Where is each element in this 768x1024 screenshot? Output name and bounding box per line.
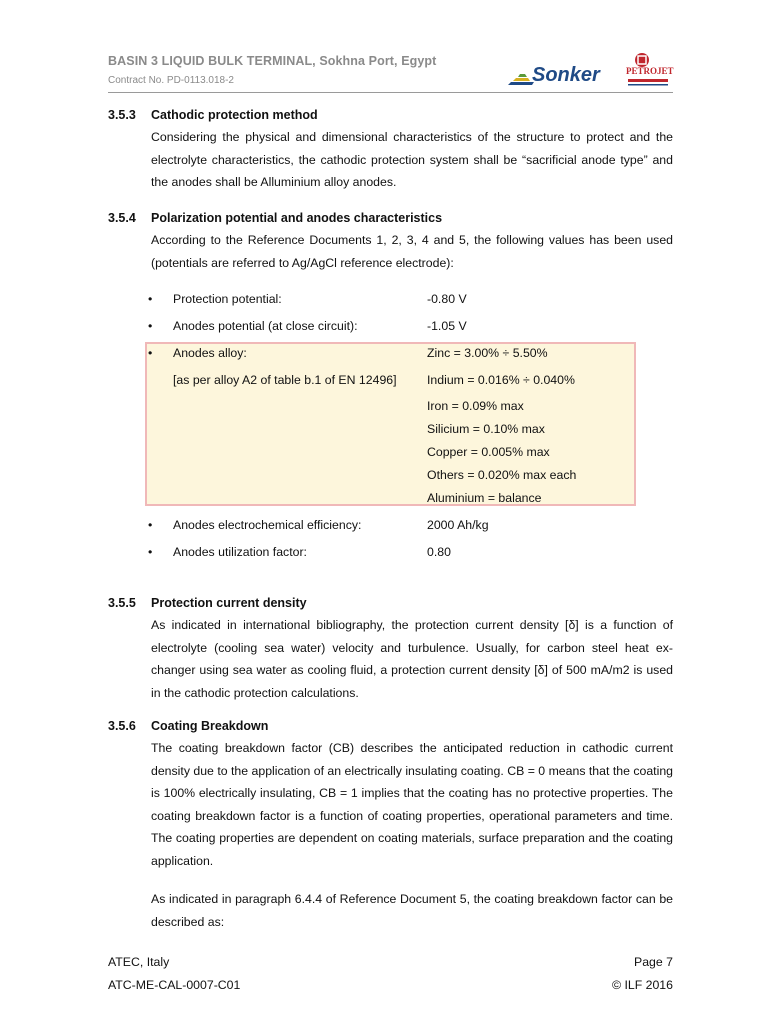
section-paragraph: According to the Reference Documents 1, 2, 3, 4 and 5, the following values has been used (potentials are referred to Ag/AgCl reference electrode):	[151, 233, 673, 270]
bullet-icon: •	[148, 319, 153, 333]
list-item	[108, 346, 673, 366]
alloy-row	[108, 422, 673, 442]
petrojet-logo	[622, 52, 674, 88]
alloy-value: Silicium = 0.10% max	[427, 422, 545, 436]
section-number: 3.5.3	[108, 108, 136, 122]
list-item	[108, 518, 673, 538]
section-heading	[108, 108, 673, 126]
document-code: ATC-ME-CAL-0007-C01	[108, 978, 241, 992]
section-paragraph: The coating breakdown factor (CB) describes the anticipated reduction in cathodic current density due to the application of an electrically insulating coating. CB = 0 means that the coating is 100% electrically insulating, CB = 1 implies that the coating has no protective properties. The coating breakdown factor is a function of coating properties, operational parameters and time. The coating properties are dependent on coating materials, surface preparation and the coating application.	[151, 741, 673, 868]
alloy-value: Others = 0.020% max each	[427, 468, 577, 482]
section-title: Coating Breakdown	[151, 719, 269, 733]
alloy-row	[108, 491, 673, 511]
alloy-row	[108, 445, 673, 465]
alloy-value: Indium = 0.016% ÷ 0.040%	[427, 373, 575, 387]
section-heading	[108, 719, 673, 737]
bullet-icon: •	[148, 346, 153, 360]
section-number: 3.5.5	[108, 596, 136, 610]
item-label: Anodes potential (at close circuit):	[173, 319, 358, 333]
section-heading	[108, 211, 673, 229]
section-number: 3.5.6	[108, 719, 136, 733]
header-contract-number: Contract No. PD-0113.018-2	[108, 75, 234, 86]
alloy-standard-note: [as per alloy A2 of table b.1 of EN 12496]	[173, 373, 397, 387]
sonker-logo	[508, 64, 628, 88]
section-heading	[108, 596, 673, 614]
page-header	[108, 50, 673, 93]
footer-company: ATEC, Italy	[108, 955, 170, 969]
bullet-icon: •	[148, 292, 153, 306]
item-value: Zinc = 3.00% ÷ 5.50%	[427, 346, 548, 360]
sonker-logo-text: Sonker	[532, 64, 600, 86]
section-paragraph: As indicated in paragraph 6.4.4 of Reference Document 5, the coating breakdown factor can be described as:	[151, 892, 673, 929]
section-paragraph: Considering the physical and dimensional characteristics of the structure to protect and the electrolyte characteristics, the cathodic protection system shall be “sacrificial anode type” and the anodes shall be Alluminium alloy anodes.	[151, 130, 673, 189]
header-title: BASIN 3 LIQUID BULK TERMINAL, Sokhna Port, Egypt	[108, 54, 437, 68]
page-footer-2	[108, 978, 673, 992]
list-item	[108, 545, 673, 565]
section-3-5-4	[108, 211, 673, 274]
alloy-value: Copper = 0.005% max	[427, 445, 550, 459]
item-value: 2000 Ah/kg	[427, 518, 489, 532]
copyright: © ILF 2016	[611, 978, 673, 992]
list-item	[108, 292, 673, 312]
section-title: Polarization potential and anodes characteristics	[151, 211, 443, 225]
bullet-icon: •	[148, 545, 153, 559]
item-label: Anodes utilization factor:	[173, 545, 307, 559]
section-3-5-5	[108, 596, 673, 704]
alloy-row	[108, 399, 673, 419]
page-footer	[108, 955, 673, 969]
alloy-value: Iron = 0.09% max	[427, 399, 524, 413]
sonker-wing-icon	[508, 70, 534, 86]
section-3-5-6	[108, 719, 673, 933]
section-paragraph: As indicated in international bibliography, the protection current density [δ] is a function of electrolyte (cooling sea water) velocity and turbulence. Usually, for carbon steel heat ex-changer using sea water as cooling fluid, a protection current density [δ] of 500 mA/m2 is used in the cathodic protection calculations.	[151, 618, 673, 700]
item-label: Anodes electrochemical efficiency:	[173, 518, 362, 532]
bullet-icon: •	[148, 518, 153, 532]
page-number: Page 7	[634, 955, 673, 969]
item-value: 0.80	[427, 545, 451, 559]
petrojet-logo-text: PETROJET	[626, 66, 674, 76]
section-title: Cathodic protection method	[151, 108, 318, 122]
section-title: Protection current density	[151, 596, 307, 610]
alloy-note-row	[108, 373, 673, 393]
section-number: 3.5.4	[108, 211, 136, 225]
alloy-value: Aluminium = balance	[427, 491, 542, 505]
section-3-5-3	[108, 108, 673, 194]
item-value: -0.80 V	[427, 292, 467, 306]
item-value: -1.05 V	[427, 319, 467, 333]
alloy-row	[108, 468, 673, 488]
item-label: Protection potential:	[173, 292, 282, 306]
item-label: Anodes alloy:	[173, 346, 247, 360]
list-item	[108, 319, 673, 339]
